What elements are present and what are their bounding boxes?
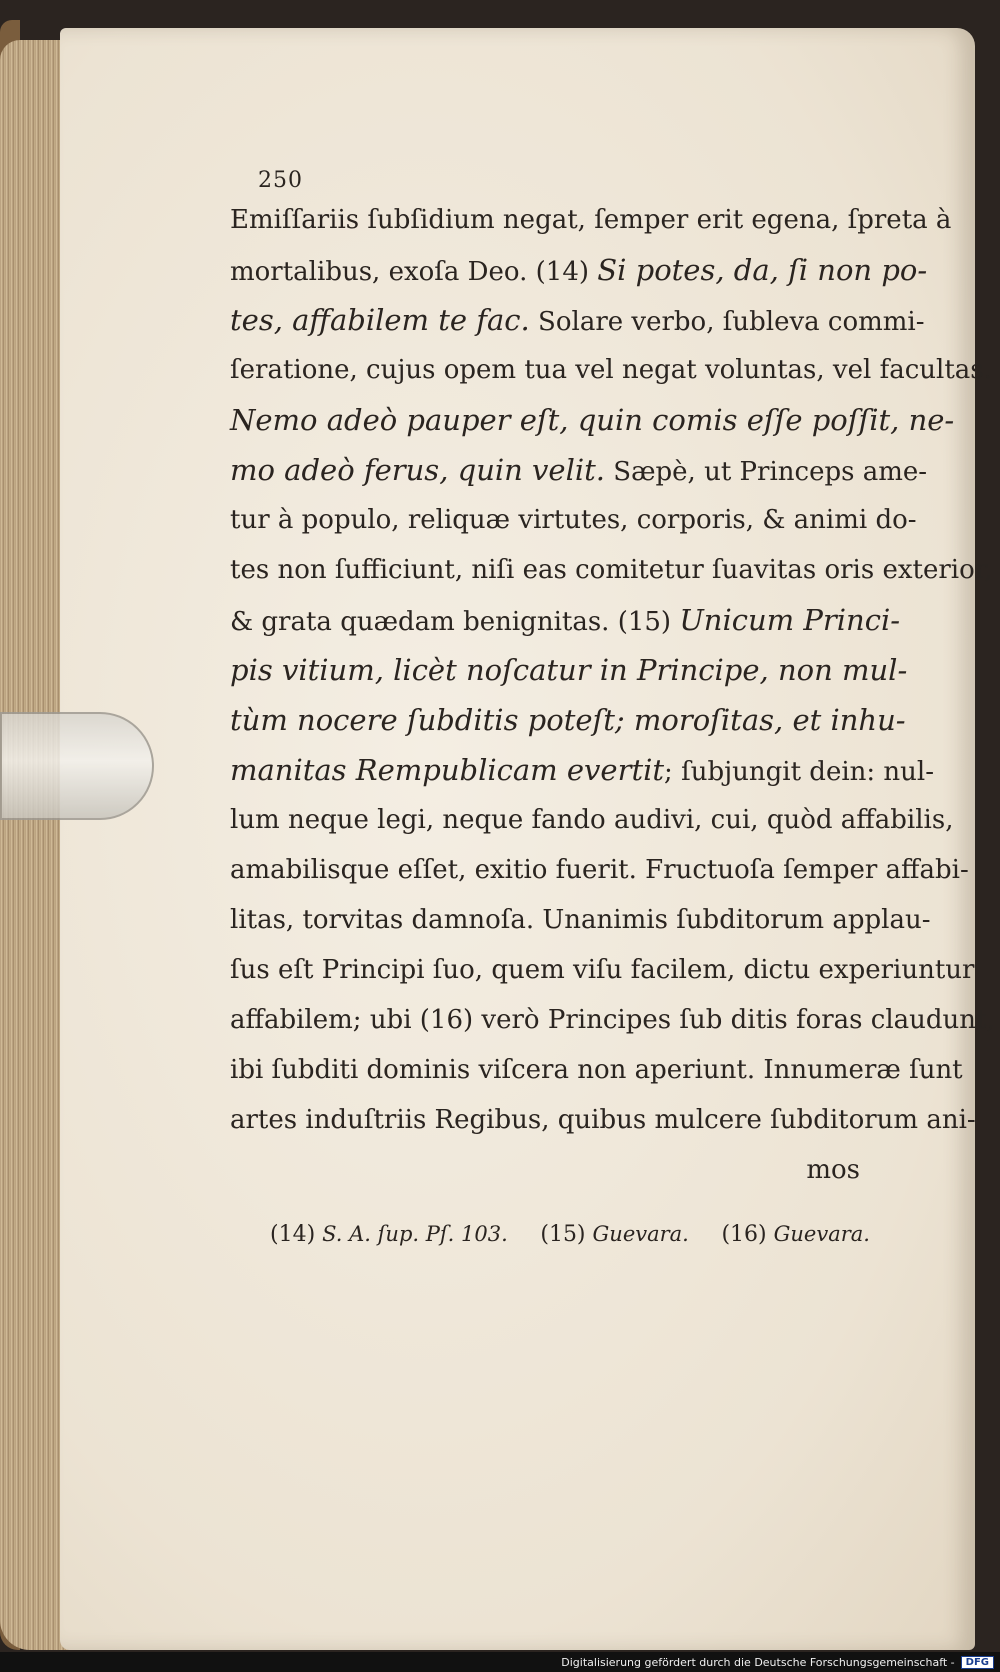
text-lines: [230, 195, 995, 1195]
text-line: [230, 795, 954, 845]
italic-text: Si potes, da, ſi non po-: [597, 253, 928, 287]
italic-text: Unicum Princi-: [679, 603, 901, 637]
text-segment: affabilem; ubi (16) verò Principes ſub ditis foras claudunt,: [230, 1005, 995, 1035]
footnote-reference: S. A. ſup. Pſ. 103.: [322, 1222, 508, 1246]
credit-text: Digitalisierung gefördert durch die Deutsche Forschungsgemeinschaft -: [561, 1655, 955, 1669]
text-line: [230, 895, 931, 945]
text-line: [230, 1145, 890, 1195]
text-segment: Sæpè, ut Princeps ame-: [605, 457, 928, 487]
text-line: [230, 195, 952, 245]
footnote: [540, 1222, 689, 1247]
text-line: [230, 1095, 976, 1145]
page-number: 250: [258, 168, 303, 193]
text-line: [230, 295, 925, 345]
text-segment: lum neque legi, neque fando audivi, cui, quòd affabilis,: [230, 805, 954, 835]
text-line: [230, 945, 975, 995]
italic-text: tes, affabilem te fac.: [230, 303, 530, 337]
italic-text: mo adeò ferus, quin velit.: [230, 453, 606, 487]
text-segment: mos: [806, 1155, 860, 1185]
footnote: [721, 1222, 870, 1247]
text-line: [230, 545, 993, 595]
text-line: [230, 745, 935, 795]
text-segment: litas, torvitas damnoſa. Unanimis ſubditorum applau-: [230, 905, 931, 935]
text-segment: ibi ſubditi dominis viſcera non aperiunt. Innumeræ ſunt: [230, 1055, 963, 1085]
text-segment: ſeratione, cujus opem tua vel negat voluntas, vel facultas.: [230, 355, 992, 385]
text-segment: Emiſſariis ſubſidium negat, ſemper erit egena, ſpreta à: [230, 205, 952, 235]
text-segment: tes non ſufficiunt, niſi eas comitetur ſuavitas oris exterior,: [230, 555, 993, 585]
text-segment: tur à populo, reliquæ virtutes, corporis, & animi do-: [230, 505, 917, 535]
italic-text: tùm nocere ſubditis poteſt; moroſitas, et inhu-: [230, 703, 906, 737]
text-line: [230, 345, 992, 395]
italic-text: Nemo adeò pauper eſt, quin comis eſſe poſſit, ne-: [230, 403, 955, 437]
footnote-number: (16): [721, 1222, 774, 1247]
text-segment: ſus eſt Principi ſuo, quem viſu facilem, dictu experiuntur: [230, 955, 975, 985]
credit-bar: [0, 1652, 1000, 1672]
text-segment: artes induſtriis Regibus, quibus mulcere ſubditorum ani-: [230, 1105, 976, 1135]
text-line: [230, 245, 928, 295]
footnote-number: (14): [270, 1222, 323, 1247]
italic-text: manitas Rempublicam evertit: [230, 753, 665, 787]
text-line: [230, 1045, 963, 1095]
text-line: [230, 595, 901, 645]
text-line: [230, 495, 917, 545]
text-segment: ; ſubjungit dein: nul-: [664, 757, 935, 787]
dfg-logo: DFG: [961, 1656, 994, 1669]
footnote-reference: Guevara.: [773, 1222, 870, 1246]
footnote: [270, 1222, 508, 1247]
footnote-reference: Guevara.: [592, 1222, 689, 1246]
text-line: [230, 995, 995, 1045]
text-segment: amabilisque eſſet, exitio fuerit. Fructuoſa ſemper affabi-: [230, 855, 969, 885]
text-line: [230, 395, 955, 445]
text-line: [230, 445, 928, 495]
text-line: [230, 845, 969, 895]
italic-text: pis vitium, licèt noſcatur in Principe, non mul-: [230, 653, 908, 687]
bookmark-strip: [0, 712, 154, 820]
text-block: [230, 168, 995, 1195]
text-line: [230, 695, 906, 745]
footnotes: [270, 1222, 870, 1247]
text-line: [230, 645, 908, 695]
text-segment: mortalibus, exoſa Deo. (14): [230, 257, 598, 287]
text-segment: Solare verbo, ſubleva commi-: [529, 307, 925, 337]
text-segment: & grata quædam benignitas. (15): [230, 607, 680, 637]
footnote-number: (15): [540, 1222, 593, 1247]
